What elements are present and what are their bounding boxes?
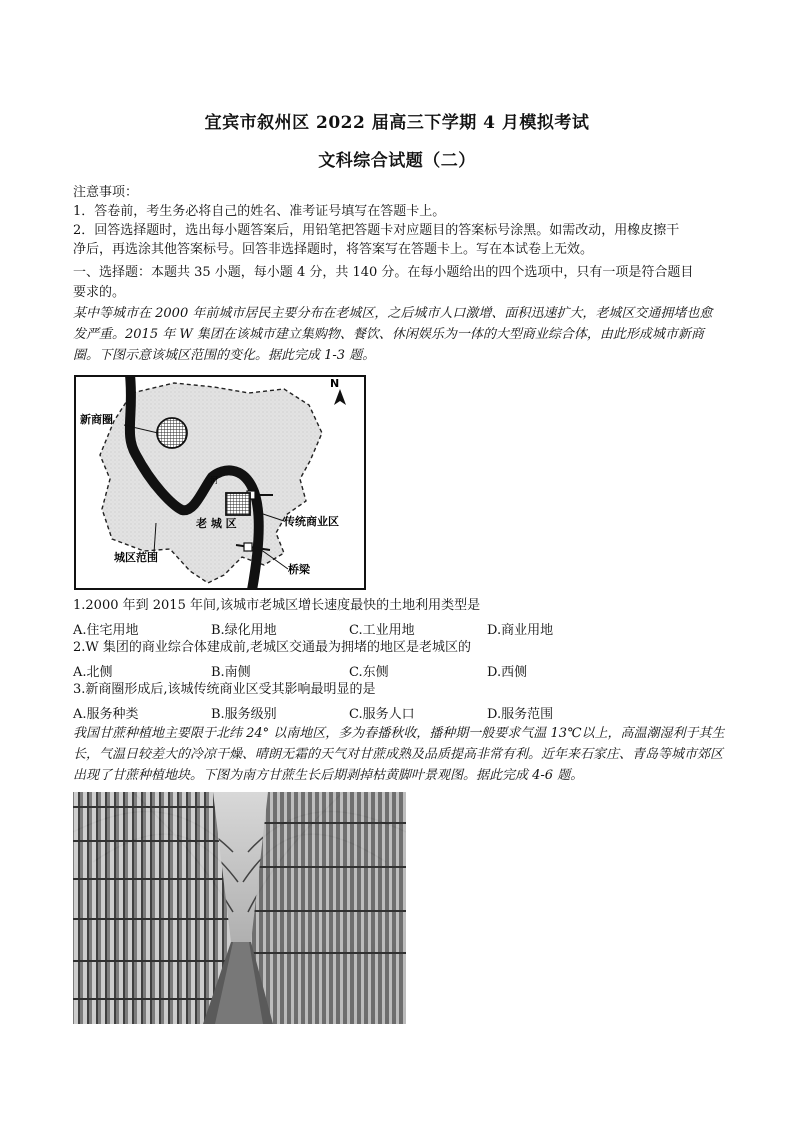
new-district-marker [157, 418, 187, 448]
section-1-line-1: 一、选择题：本题共 35 小题，每小题 4 分，共 140 分。在每小题给出的四个选项中，只有一项是符合题目 [73, 265, 694, 280]
sugarcane-field-photo [73, 792, 406, 1024]
q3-option-d[interactable]: D.服务范围 [487, 707, 554, 722]
question-2-options [73, 661, 723, 679]
exam-subtitle: 文科综合试题（二） [318, 151, 476, 171]
notice-item-1: 1．答卷前，考生务必将自己的姓名、准考证号填写在答题卡上。 [73, 204, 446, 219]
question-3-options [73, 703, 723, 721]
city-range-map [74, 375, 366, 590]
label-old-district: 老 城 区 [196, 517, 237, 530]
exam-title: 宜宾市叙州区 2022 届高三下学期 4 月模拟考试 [204, 113, 590, 133]
question-1-stem: 1.2000 年到 2015 年间,该城市老城区增长速度最快的土地利用类型是 [73, 598, 481, 613]
question-2-stem: 2.W 集团的商业综合体建成前,老城区交通最为拥堵的地区是老城区的 [73, 640, 472, 655]
notice-item-2-line-1: 2．回答选择题时，选出每小题答案后，用铅笔把答题卡对应题目的答案标号涂黑。如需改动，用橡皮擦干 [73, 223, 680, 238]
old-district-marker [226, 493, 250, 515]
label-new-district: 新商圈 [80, 413, 113, 426]
label-river: 河 [210, 476, 218, 485]
q2-option-b[interactable]: B.南侧 [211, 665, 251, 680]
notice-heading: 注意事项： [73, 185, 139, 200]
passage-2: 我国甘蔗种植地主要限于北纬 24° 以南地区，多为春播秋收，播种期一般要求气温 13℃以上，高温潮湿利于其生长，气温日较差大的冷凉干燥、晴朗无霜的天气对甘蔗成熟及品质提高非常有利。近年来石家庄、青岛等城市郊区出现了甘蔗种植地块。下图为南方甘蔗生长后期剥掉枯黄脚叶景观图。据此完成 4-6 题。 [73, 726, 725, 783]
q1-option-a[interactable]: A.住宅用地 [73, 623, 139, 638]
q3-option-a[interactable]: A.服务种类 [73, 707, 139, 722]
q1-option-d[interactable]: D.商业用地 [487, 623, 554, 638]
passage-1: 某中等城市在 2000 年前城市居民主要分布在老城区，之后城市人口激增、面积迅速扩大，老城区交通拥堵也愈发严重。2015 年 W 集团在该城市建立集购物、餐饮、休闲娱乐为一体的大型商业综合体，由此形成城市新商圈。下图示意该城区范围的变化。据此完成 1-3 题。 [73, 306, 713, 363]
section-1-line-2: 要求的。 [73, 285, 126, 300]
q1-option-c[interactable]: C.工业用地 [349, 623, 415, 638]
north-label: N [330, 377, 340, 390]
q2-option-d[interactable]: D.西侧 [487, 665, 528, 680]
notice-item-2-line-2: 净后，再选涂其他答案标号。回答非选择题时，将答案写在答题卡上。写在本试卷上无效。 [73, 242, 594, 257]
label-city-range: 城区范围 [114, 551, 158, 564]
question-1-options [73, 619, 723, 637]
question-3-stem: 3.新商圈形成后,该城传统商业区受其影响最明显的是 [73, 682, 376, 697]
q3-option-c[interactable]: C.服务人口 [349, 707, 415, 722]
q2-option-a[interactable]: A.北侧 [73, 665, 113, 680]
label-traditional-district: 传统商业区 [284, 515, 339, 528]
label-bridge: 桥梁 [288, 563, 310, 576]
q3-option-b[interactable]: B.服务级别 [211, 707, 277, 722]
q2-option-c[interactable]: C.东侧 [349, 665, 389, 680]
q1-option-b[interactable]: B.绿化用地 [211, 623, 277, 638]
